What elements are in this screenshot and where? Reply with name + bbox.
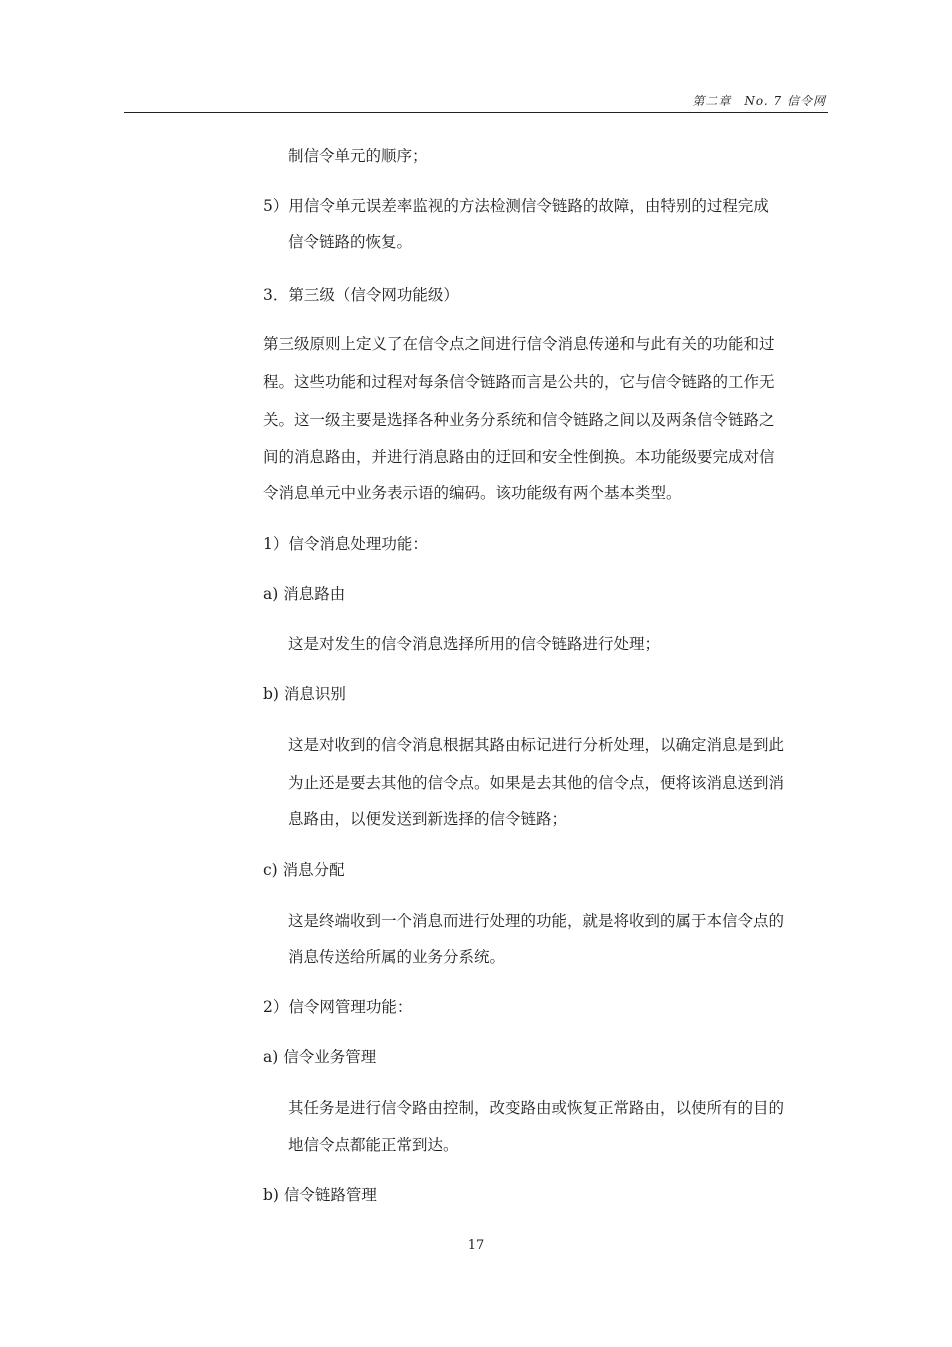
text-line: 信令链路的恢复。 xyxy=(288,233,413,251)
paragraph-line: 令消息单元中业务表示语的编码。该功能级有两个基本类型。 xyxy=(263,484,682,502)
sub-item-text: 地信令点都能正常到达。 xyxy=(288,1136,459,1154)
sub-item-text: 这是终端收到一个消息而进行处理的功能，就是将收到的属于本信令点的 xyxy=(288,912,785,930)
sub-item-text: 息路由，以便发送到新选择的信令链路； xyxy=(288,810,568,828)
page-number: 17 xyxy=(467,1238,485,1253)
paragraph-line: 程。这些功能和过程对每条信令链路而言是公共的，它与信令链路的工作无 xyxy=(263,373,775,391)
paragraph-line: 间的消息路由，并进行消息路由的迂回和安全性倒换。本功能级要完成对信 xyxy=(263,448,775,466)
sub-item-b: b) 消息识别 xyxy=(263,685,346,703)
page-header xyxy=(124,88,828,113)
sub-item-text: 这是对发生的信令消息选择所用的信令链路进行处理； xyxy=(288,635,661,653)
sub-item-text: 为止还是要去其他的信令点。如果是去其他的信令点，便将该消息送到消 xyxy=(288,774,785,792)
sub-item-text: 这是对收到的信令消息根据其路由标记进行分析处理，以确定消息是到此 xyxy=(288,736,785,754)
sub-item-a: a) 消息路由 xyxy=(263,585,346,603)
list-item-5: 5）用信令单元误差率监视的方法检测信令链路的故障，由特别的过程完成 xyxy=(263,197,769,215)
list-item-2: 2）信令网管理功能： xyxy=(263,998,413,1016)
list-item-1: 1）信令消息处理功能： xyxy=(263,535,428,553)
sub-item-b: b) 信令链路管理 xyxy=(263,1186,377,1204)
text-line: 制信令单元的顺序； xyxy=(288,147,428,165)
chapter-title: 第二章 No. 7 信令网 xyxy=(692,94,826,108)
sub-item-text: 其任务是进行信令路由控制，改变路由或恢复正常路由，以使所有的目的 xyxy=(288,1099,785,1117)
paragraph-line: 关。这一级主要是选择各种业务分系统和信令链路之间以及两条信令链路之 xyxy=(263,411,775,429)
section-heading-level3: 3．第三级（信令网功能级） xyxy=(263,286,459,304)
sub-item-text: 消息传送给所属的业务分系统。 xyxy=(288,948,506,966)
paragraph-line: 第三级原则上定义了在信令点之间进行信令消息传递和与此有关的功能和过 xyxy=(263,335,775,353)
sub-item-a: a) 信令业务管理 xyxy=(263,1048,377,1066)
sub-item-c: c) 消息分配 xyxy=(263,861,345,879)
